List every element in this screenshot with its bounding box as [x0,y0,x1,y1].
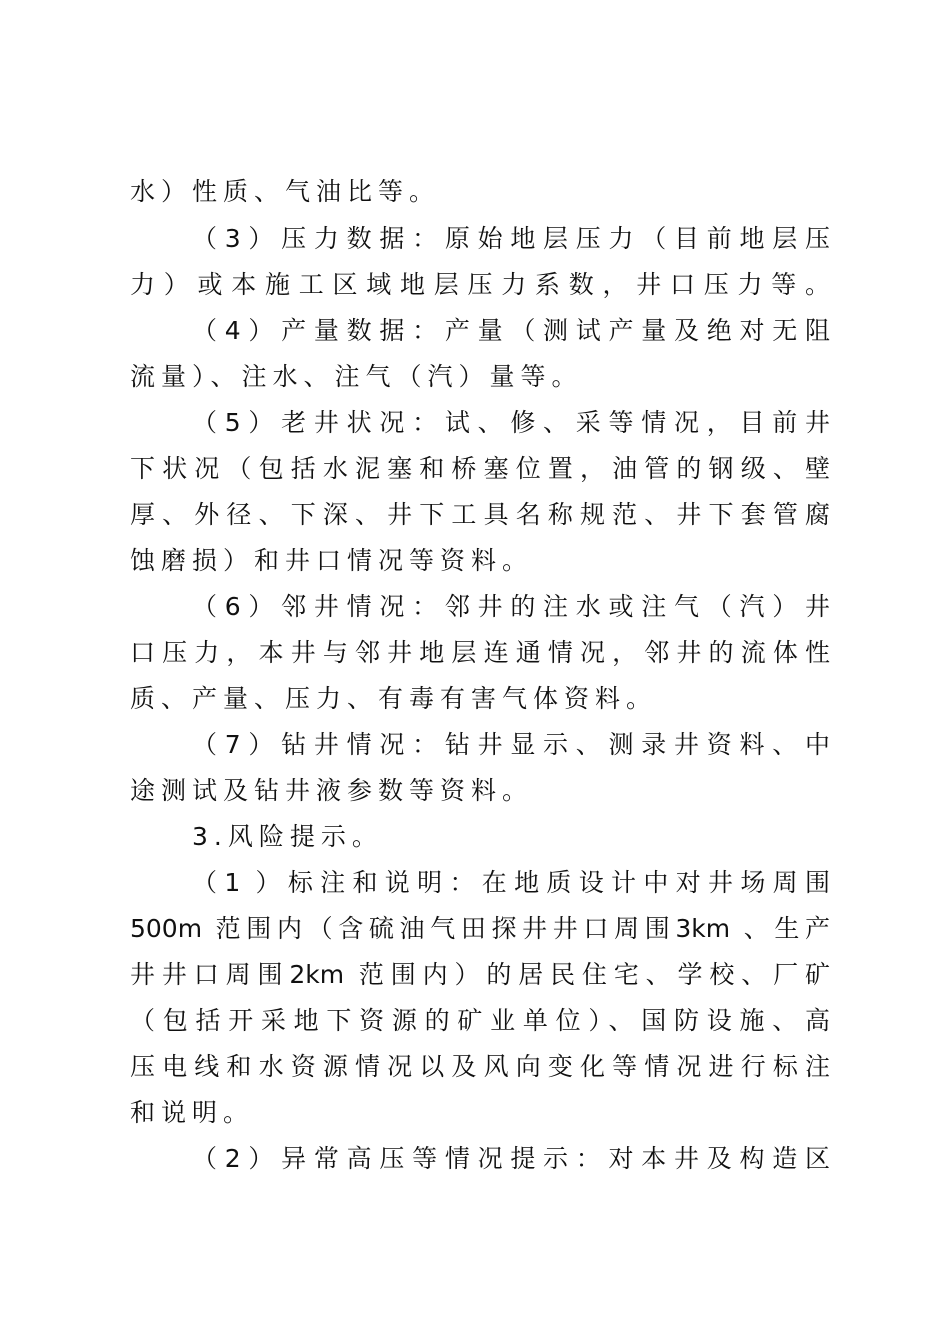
paragraph-line: （2）异常高压等情况提示：对本井及构造区 [192,1144,830,1173]
paragraph-line: （包括开采地下资源的矿业单位）、国防设施、高 [130,1006,830,1035]
paragraph-line: （5）老井状况：试、修、采等情况，目前井 [192,408,830,437]
paragraph-line: 蚀磨损）和井口情况等资料。 [130,546,534,575]
paragraph-line: （4）产量数据：产量（测试产量及绝对无阻 [192,316,830,345]
paragraph-line: 厚、外径、下深、井下工具名称规范、井下套管腐 [130,500,830,529]
paragraph-line: 井井口周围2km 范围内）的居民住宅、学校、厂矿 [130,960,830,989]
paragraph-line: （1 ）标注和说明：在地质设计中对井场周围 [192,868,830,897]
paragraph-line: 和说明。 [130,1098,255,1127]
paragraph-line: （7）钻井情况：钻井显示、测录井资料、中 [192,730,830,759]
paragraph-line: 途测试及钻井液参数等资料。 [130,776,534,805]
section-heading: 3.风险提示。 [192,822,383,851]
paragraph-line: （3）压力数据：原始地层压力（目前地层压 [192,224,830,253]
paragraph-line: 水）性质、气油比等。 [130,177,441,206]
paragraph-line: 下状况（包括水泥塞和桥塞位置，油管的钢级、壁 [130,454,830,483]
paragraph-line: 口压力，本井与邻井地层连通情况，邻井的流体性 [130,638,830,667]
paragraph-line: 流量）、注水、注气（汽）量等。 [130,362,583,391]
paragraph-line: 500m 范围内（含硫油气田探井井口周围3km 、生产 [130,914,830,943]
paragraph-line: 力）或本施工区域地层压力系数，井口压力等。 [130,270,830,299]
paragraph-line: 压电线和水资源情况以及风向变化等情况进行标注 [130,1052,830,1081]
paragraph-line: （6）邻井情况：邻井的注水或注气（汽）井 [192,592,830,621]
paragraph-line: 质、产量、压力、有毒有害气体资料。 [130,684,658,713]
